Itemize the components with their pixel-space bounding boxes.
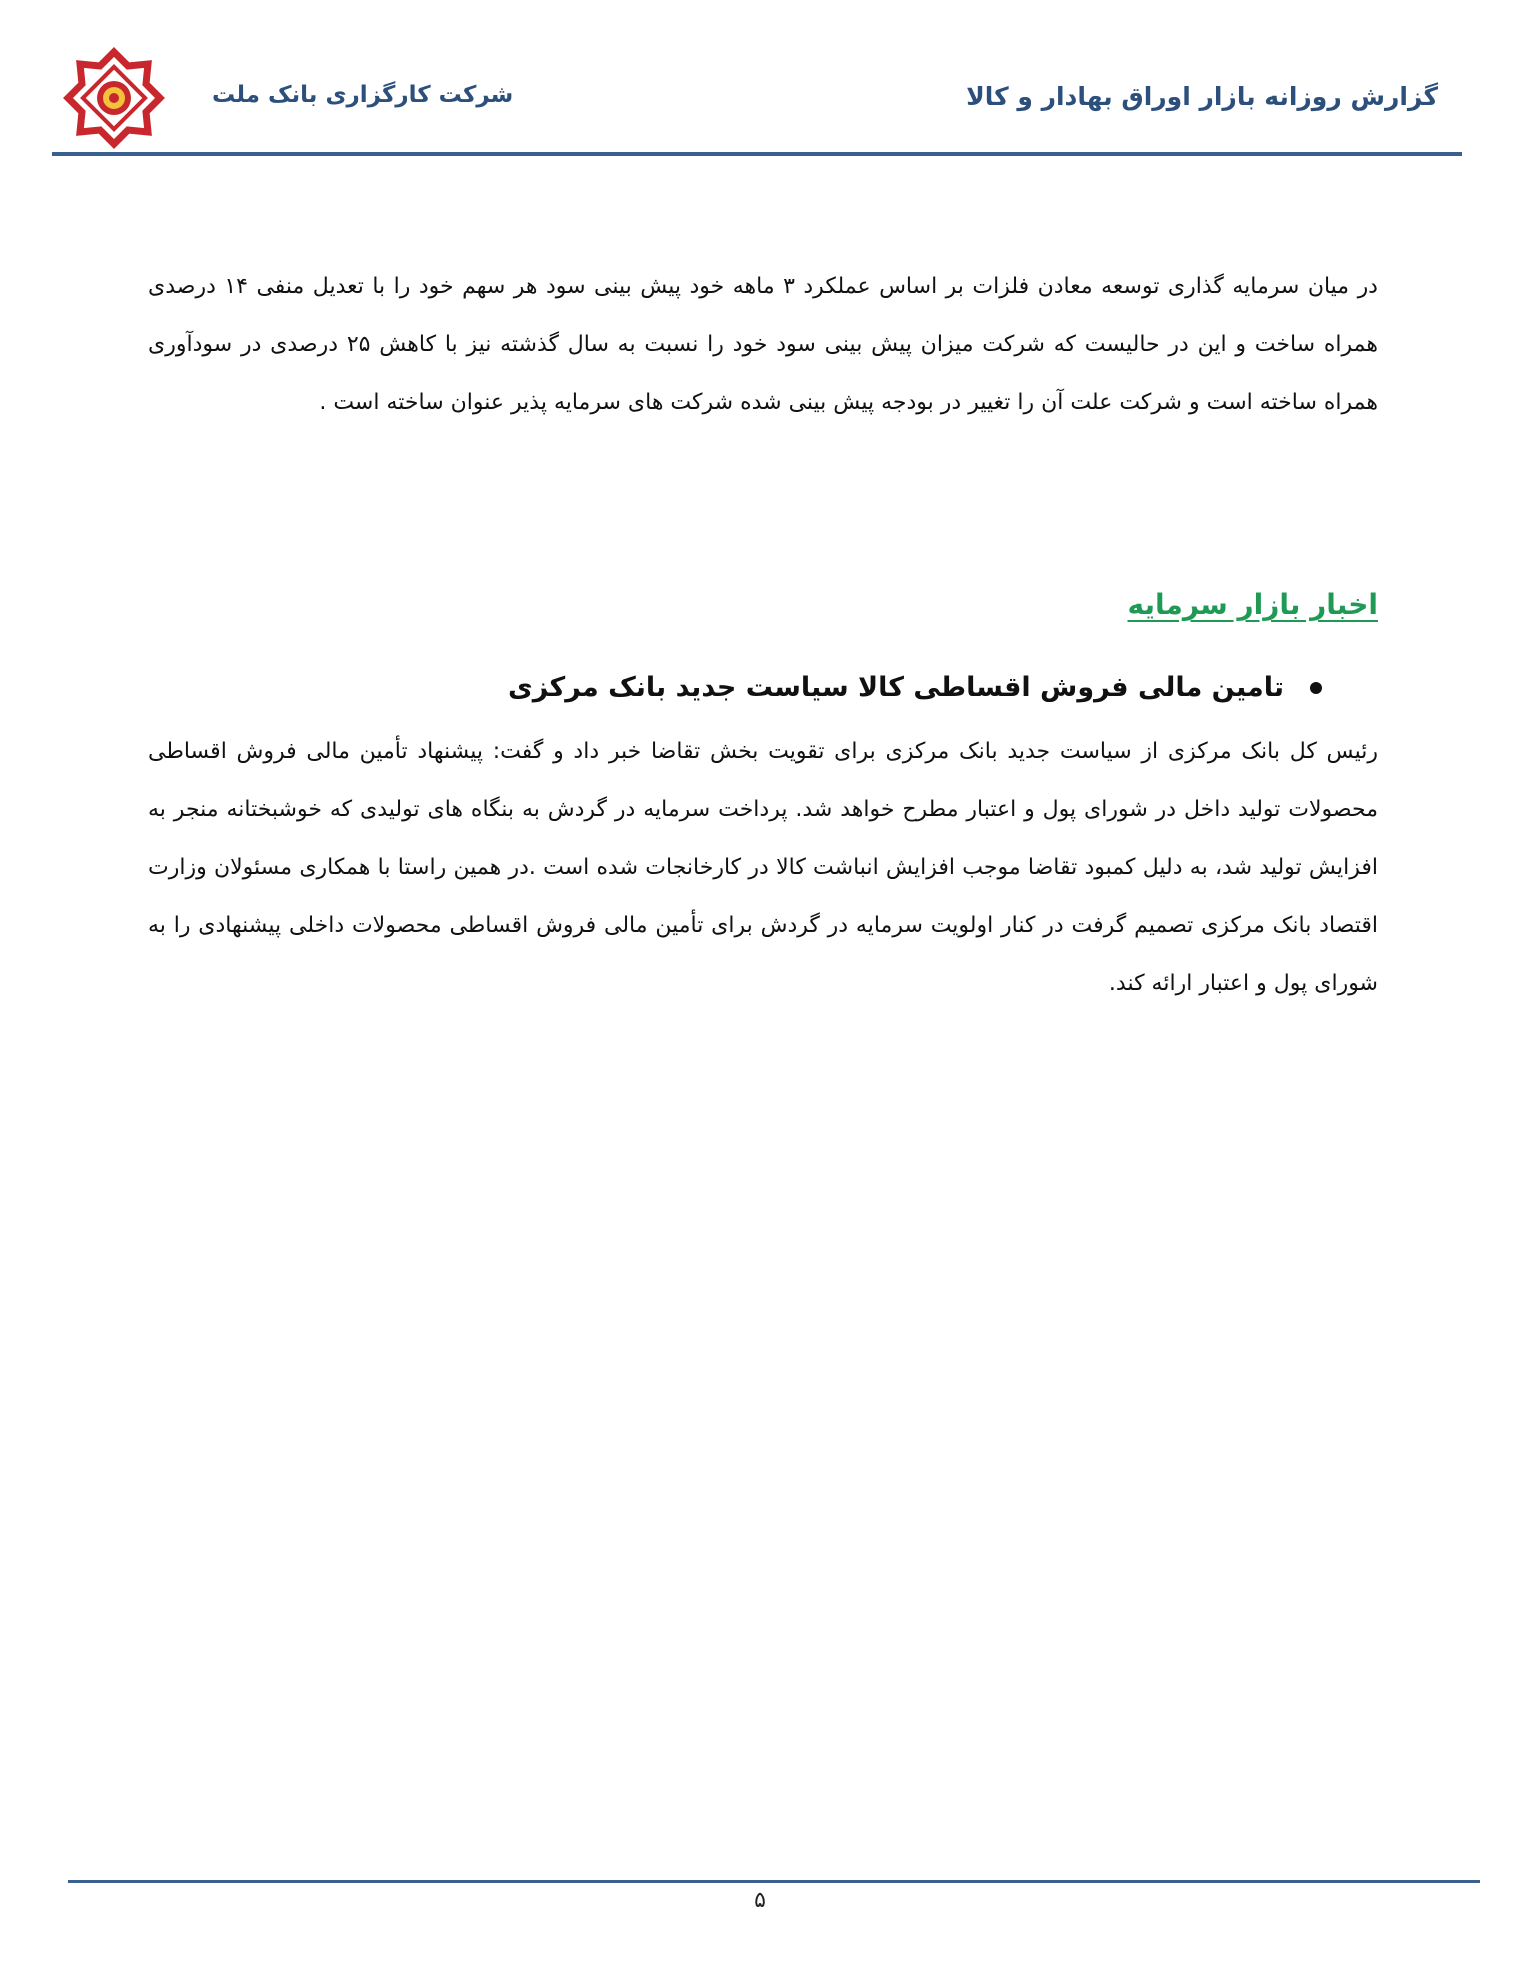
- paragraph-central-bank-news: رئیس کل بانک مرکزی از سیاست جدید بانک مرکزی برای تقویت بخش تقاضا خبر داد و گفت: پیشنهاد تأمین مالی فروش اقساطی محصولات تولید داخل در شورای پول و اعتبار مطرح خواهد شد. پرداخت سرمایه در گردش به بنگاه های تولیدی که خوشبختانه منجر به افزایش تولید شد، به دلیل کمبود تقاضا موجب افزایش انباشت کالا در کارخانجات شده است .در همین راستا با همکاری مسئولان وزارت اقتصاد بانک مرکزی تصمیم گرفت در کنار اولویت سرمایه در گردش برای تأمین مالی فروش اقساطی محصولات داخلی پیشنهادی را به شورای پول و اعتبار ارائه کند.: [148, 739, 1378, 996]
- section-heading-capital-market-news: اخبار بازار سرمایه: [1127, 588, 1378, 621]
- bullet-icon: [1310, 682, 1322, 694]
- report-title: گزارش روزانه بازار اوراق بهادار و کالا: [966, 82, 1438, 111]
- bank-mellat-logo-icon: [62, 46, 166, 150]
- bullet-news-item: [508, 672, 1322, 703]
- footer-divider: [68, 1880, 1480, 1883]
- company-name: شرکت کارگزاری بانک ملت: [212, 82, 514, 108]
- paragraph-company-forecast: در میان سرمایه گذاری توسعه معادن فلزات بر اساس عملکرد ۳ ماهه خود پیش بینی سود هر سهم خود را با تعدیل منفی ۱۴ درصدی همراه ساخت و این در حالیست که شرکت میزان پیش بینی سود خود را نسبت به سال گذشته نیز با کاهش ۲۵ درصدی در سودآوری همراه ساخته است و شرکت علت آن را تغییر در بودجه پیش بینی شده شرکت های سرمایه پذیر عنوان ساخته است .: [148, 274, 1378, 415]
- news-headline: تامین مالی فروش اقساطی کالا سیاست جدید بانک مرکزی: [507, 672, 1284, 703]
- page-number: ۵: [754, 1888, 766, 1913]
- header-divider: [52, 152, 1462, 156]
